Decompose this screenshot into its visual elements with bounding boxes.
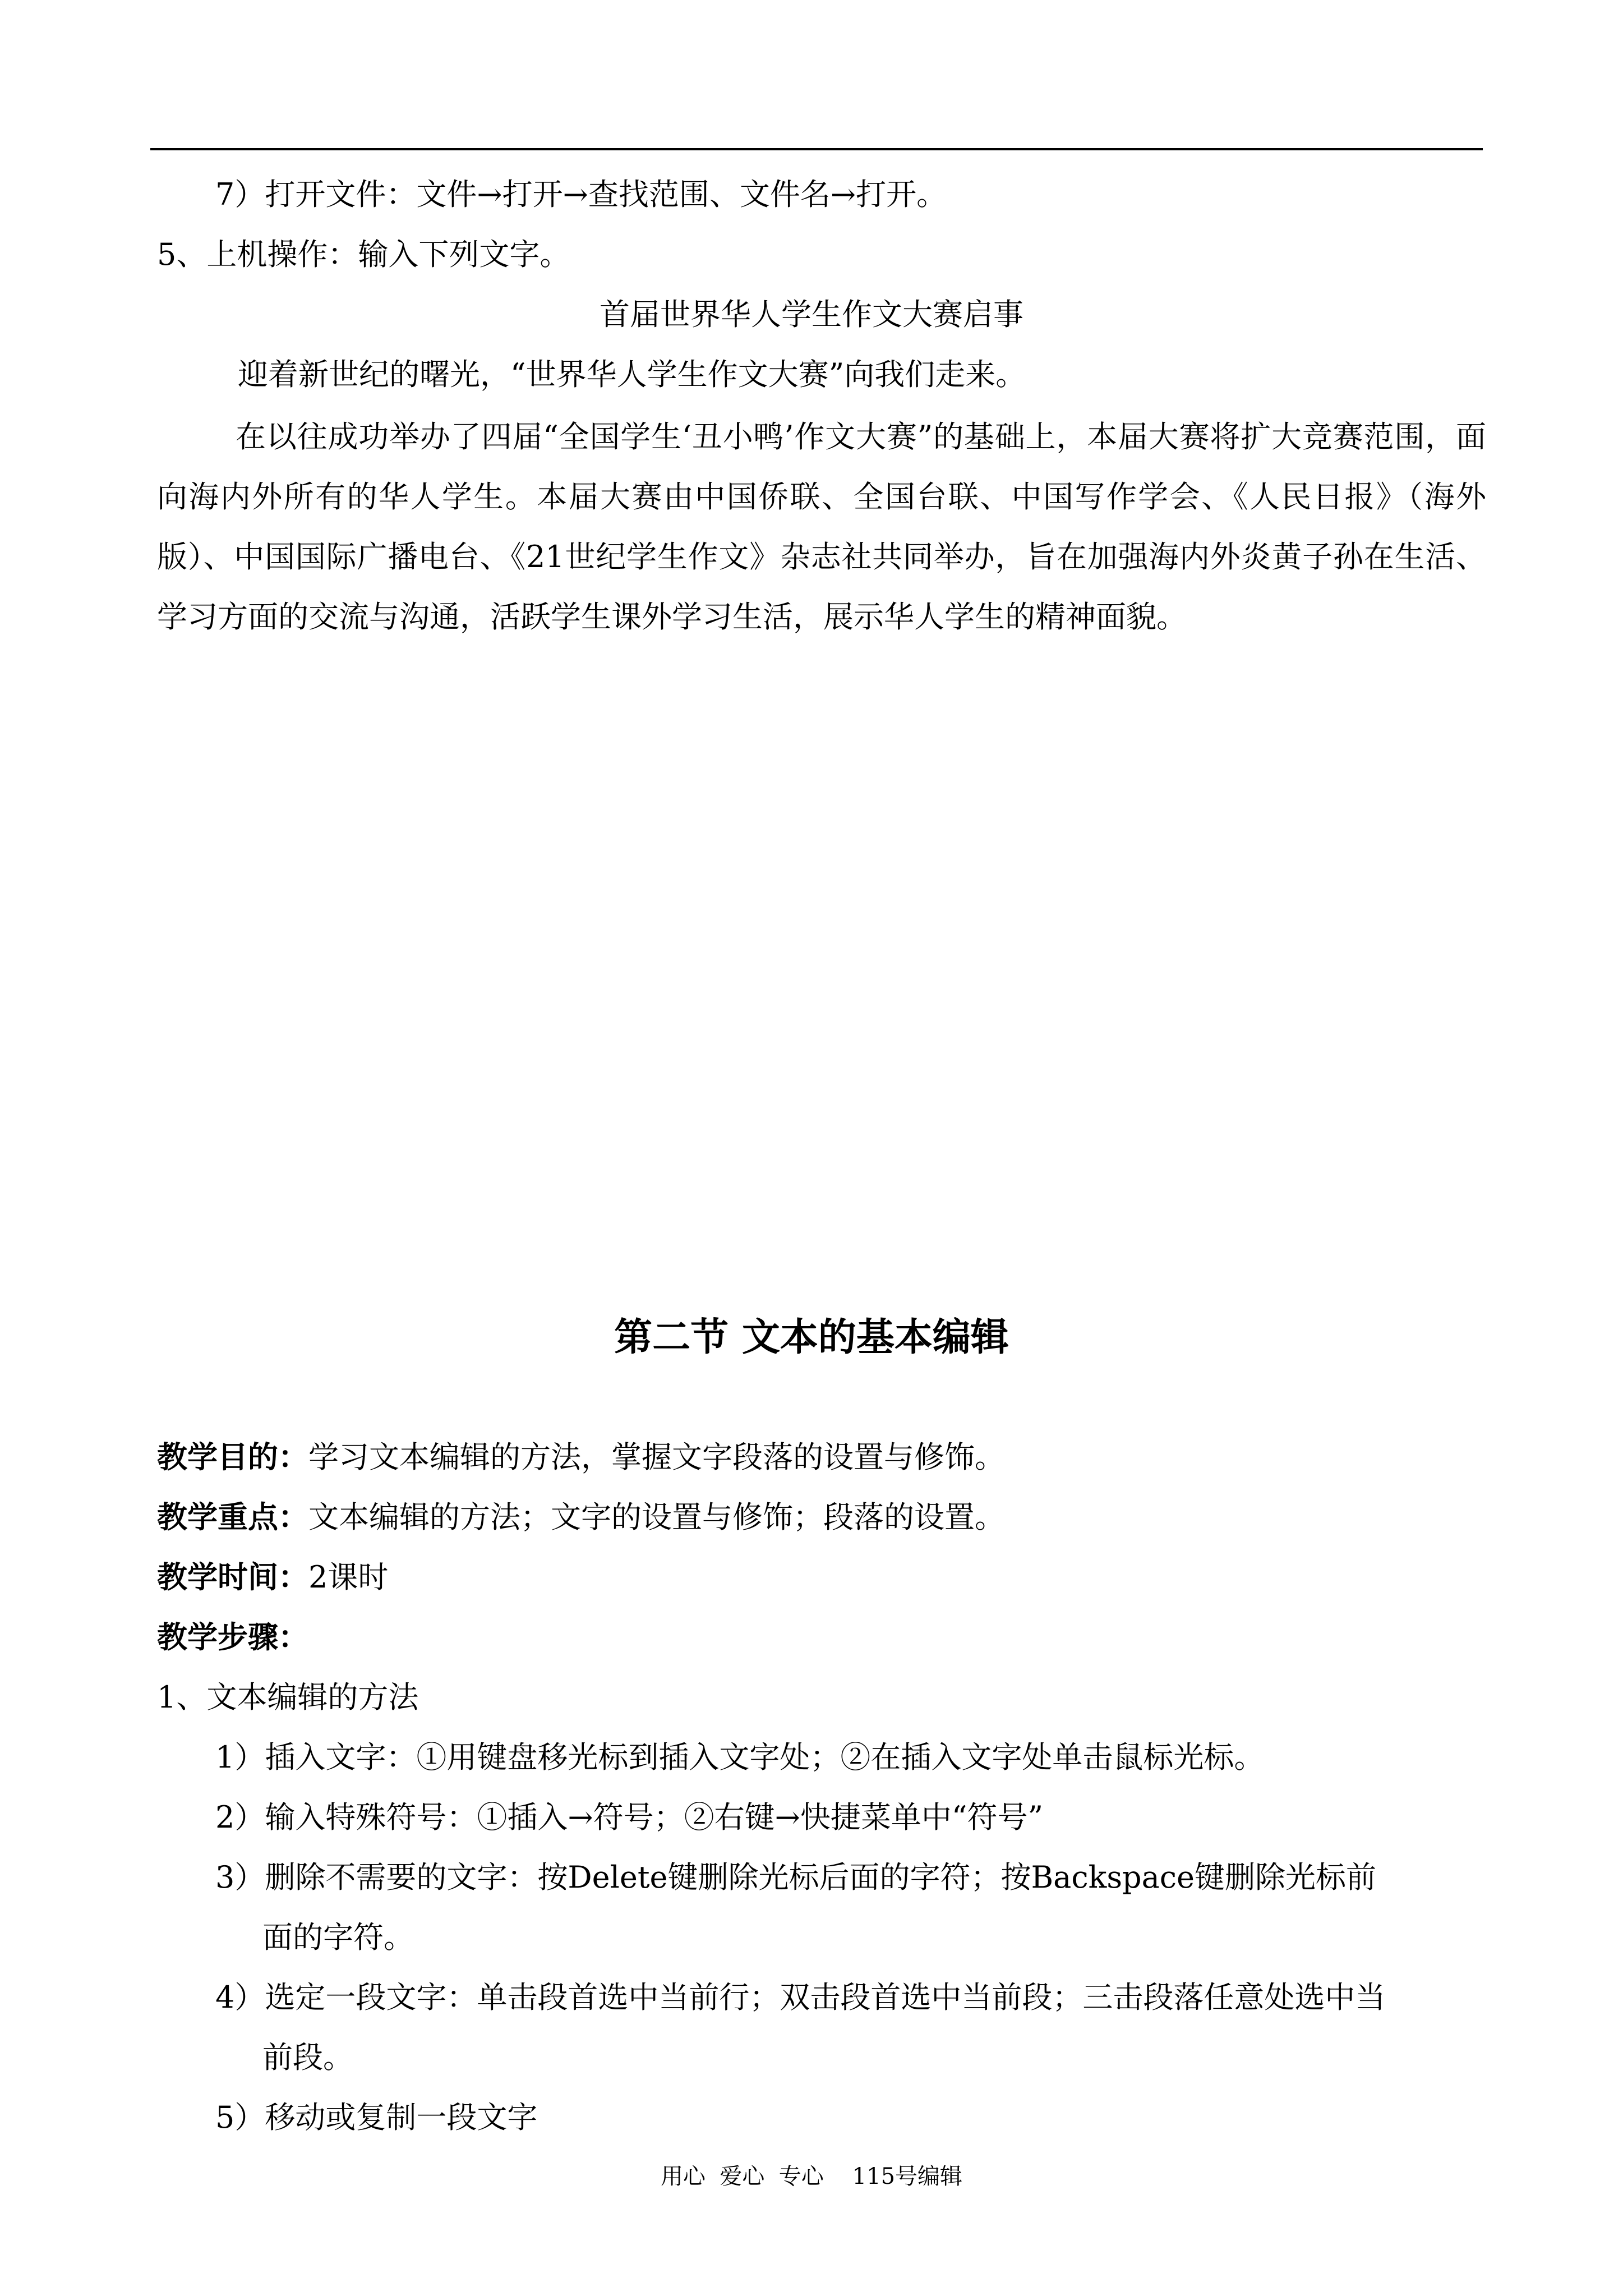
teaching-time-text: 2课时 — [308, 1559, 389, 1595]
notice-paragraph: 在以往成功举办了四届“全国学生‘丑小鸭’作文大赛”的基础上，本届大赛将扩大竞赛范围，面向海内外所有的华人学生。本届大赛由中国侨联、全国台联、中国写作学会、《人民日报》（海外版）、中国国际广播电台、《21世纪学生作文》杂志社共同举办，旨在加强海内外炎黄子孙在生活、学习方面的交流与沟通，活跃学生课外学习生活，展示华人学生的精神面貌。 — [157, 419, 1486, 634]
teaching-goal-label: 教学目的： — [157, 1439, 308, 1475]
sub-item-1-insert-text: 1）插入文字：①用键盘移光标到插入文字处；②在插入文字处单击鼠标光标。 — [215, 1740, 1265, 1775]
teaching-time-label: 教学时间： — [157, 1559, 308, 1595]
sub-item-3-delete-text: 3）删除不需要的文字：按Delete键删除光标后面的字符；按Backspace键删除光标前 — [215, 1860, 1377, 1895]
teaching-focus-text: 文本编辑的方法；文字的设置与修饰；段落的设置。 — [308, 1499, 1005, 1535]
sub-item-2-special-symbols: 2）输入特殊符号：①插入→符号；②右键→快捷菜单中“符号” — [215, 1800, 1044, 1835]
notice-title: 首届世界华人学生作文大赛启事 — [600, 297, 1023, 332]
sub-item-3-continuation: 面的字符。 — [262, 1920, 414, 1955]
teaching-focus-label: 教学重点： — [157, 1499, 308, 1535]
item-1-editing-methods: 1、文本编辑的方法 — [157, 1680, 419, 1715]
header-rule — [150, 148, 1483, 150]
teaching-time — [157, 1555, 388, 1600]
teaching-goal-text: 学习文本编辑的方法，掌握文字段落的设置与修饰。 — [308, 1439, 1005, 1475]
sub-item-5-move-copy: 5）移动或复制一段文字 — [215, 2100, 538, 2135]
teaching-focus — [157, 1495, 1005, 1540]
notice-first-line: 迎着新世纪的曙光，“世界华人学生作文大赛”向我们走来。 — [238, 357, 1026, 392]
section-title: 第二节 文本的基本编辑 — [614, 1315, 1009, 1360]
page-footer: 用心 爱心 专心 115号编辑 — [660, 2164, 963, 2189]
step-7-open-file: 7）打开文件：文件→打开→查找范围、文件名→打开。 — [215, 177, 947, 212]
teaching-steps-label: 教学步骤： — [157, 1619, 308, 1655]
sub-item-4-continuation: 前段。 — [262, 2040, 353, 2075]
step-5-practice: 5、上机操作：输入下列文字。 — [157, 237, 570, 272]
teaching-goal — [157, 1435, 1005, 1480]
sub-item-4-select-text: 4）选定一段文字：单击段首选中当前行；双击段首选中当前段；三击段落任意处选中当 — [215, 1980, 1386, 2015]
